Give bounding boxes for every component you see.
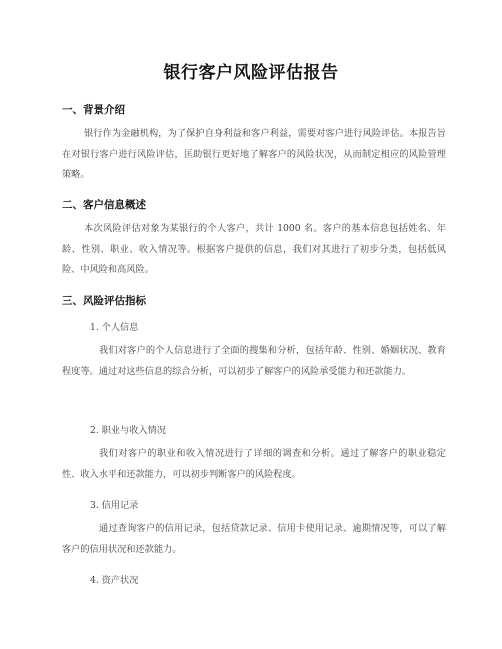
section-paragraph-customer-info: 本次风险评估对象为某银行的个人客户，共计 1000 名。客户的基本信息包括姓名、年龄、性别、职业、收入情况等。根据客户提供的信息，我们对其进行了初步分类，包括低风险、中风险和高风险。 — [62, 223, 446, 275]
section-heading-customer-info: 二、客户信息概述 — [62, 199, 146, 211]
page-title: 银行客户风险评估报告 — [163, 63, 339, 83]
section-heading-indicators: 三、风险评估指标 — [62, 295, 146, 307]
item-label-asset-status: 4. 资产状况 — [90, 575, 139, 586]
item-label-personal-info: 1. 个人信息 — [90, 322, 139, 333]
item-label-occupation-income: 2. 职业与收入情况 — [90, 425, 166, 436]
item-paragraph-credit-record: 通过查询客户的信用记录，包括贷款记录、信用卡使用记录、逾期情况等，可以了解客户的信用状况和还款能力。 — [62, 523, 446, 555]
item-paragraph-personal-info: 我们对客户的个人信息进行了全面的搜集和分析，包括年龄、性别、婚姻状况、教育程度等。通过对这些信息的综合分析，可以初步了解客户的风险承受能力和还款能力。 — [62, 345, 446, 377]
item-label-credit-record: 3. 信用记录 — [90, 500, 139, 511]
item-paragraph-occupation-income: 我们对客户的职业和收入情况进行了详细的调查和分析。通过了解客户的职业稳定性、收入水平和还款能力，可以初步判断客户的风险程度。 — [62, 448, 446, 480]
section-paragraph-background: 银行作为金融机构，为了保护自身利益和客户利益，需要对客户进行风险评估。本报告旨在对银行客户进行风险评估，匡助银行更好地了解客户的风险状况，从而制定相应的风险管理策略。 — [62, 128, 446, 180]
section-heading-background: 一、背景介绍 — [62, 104, 125, 116]
